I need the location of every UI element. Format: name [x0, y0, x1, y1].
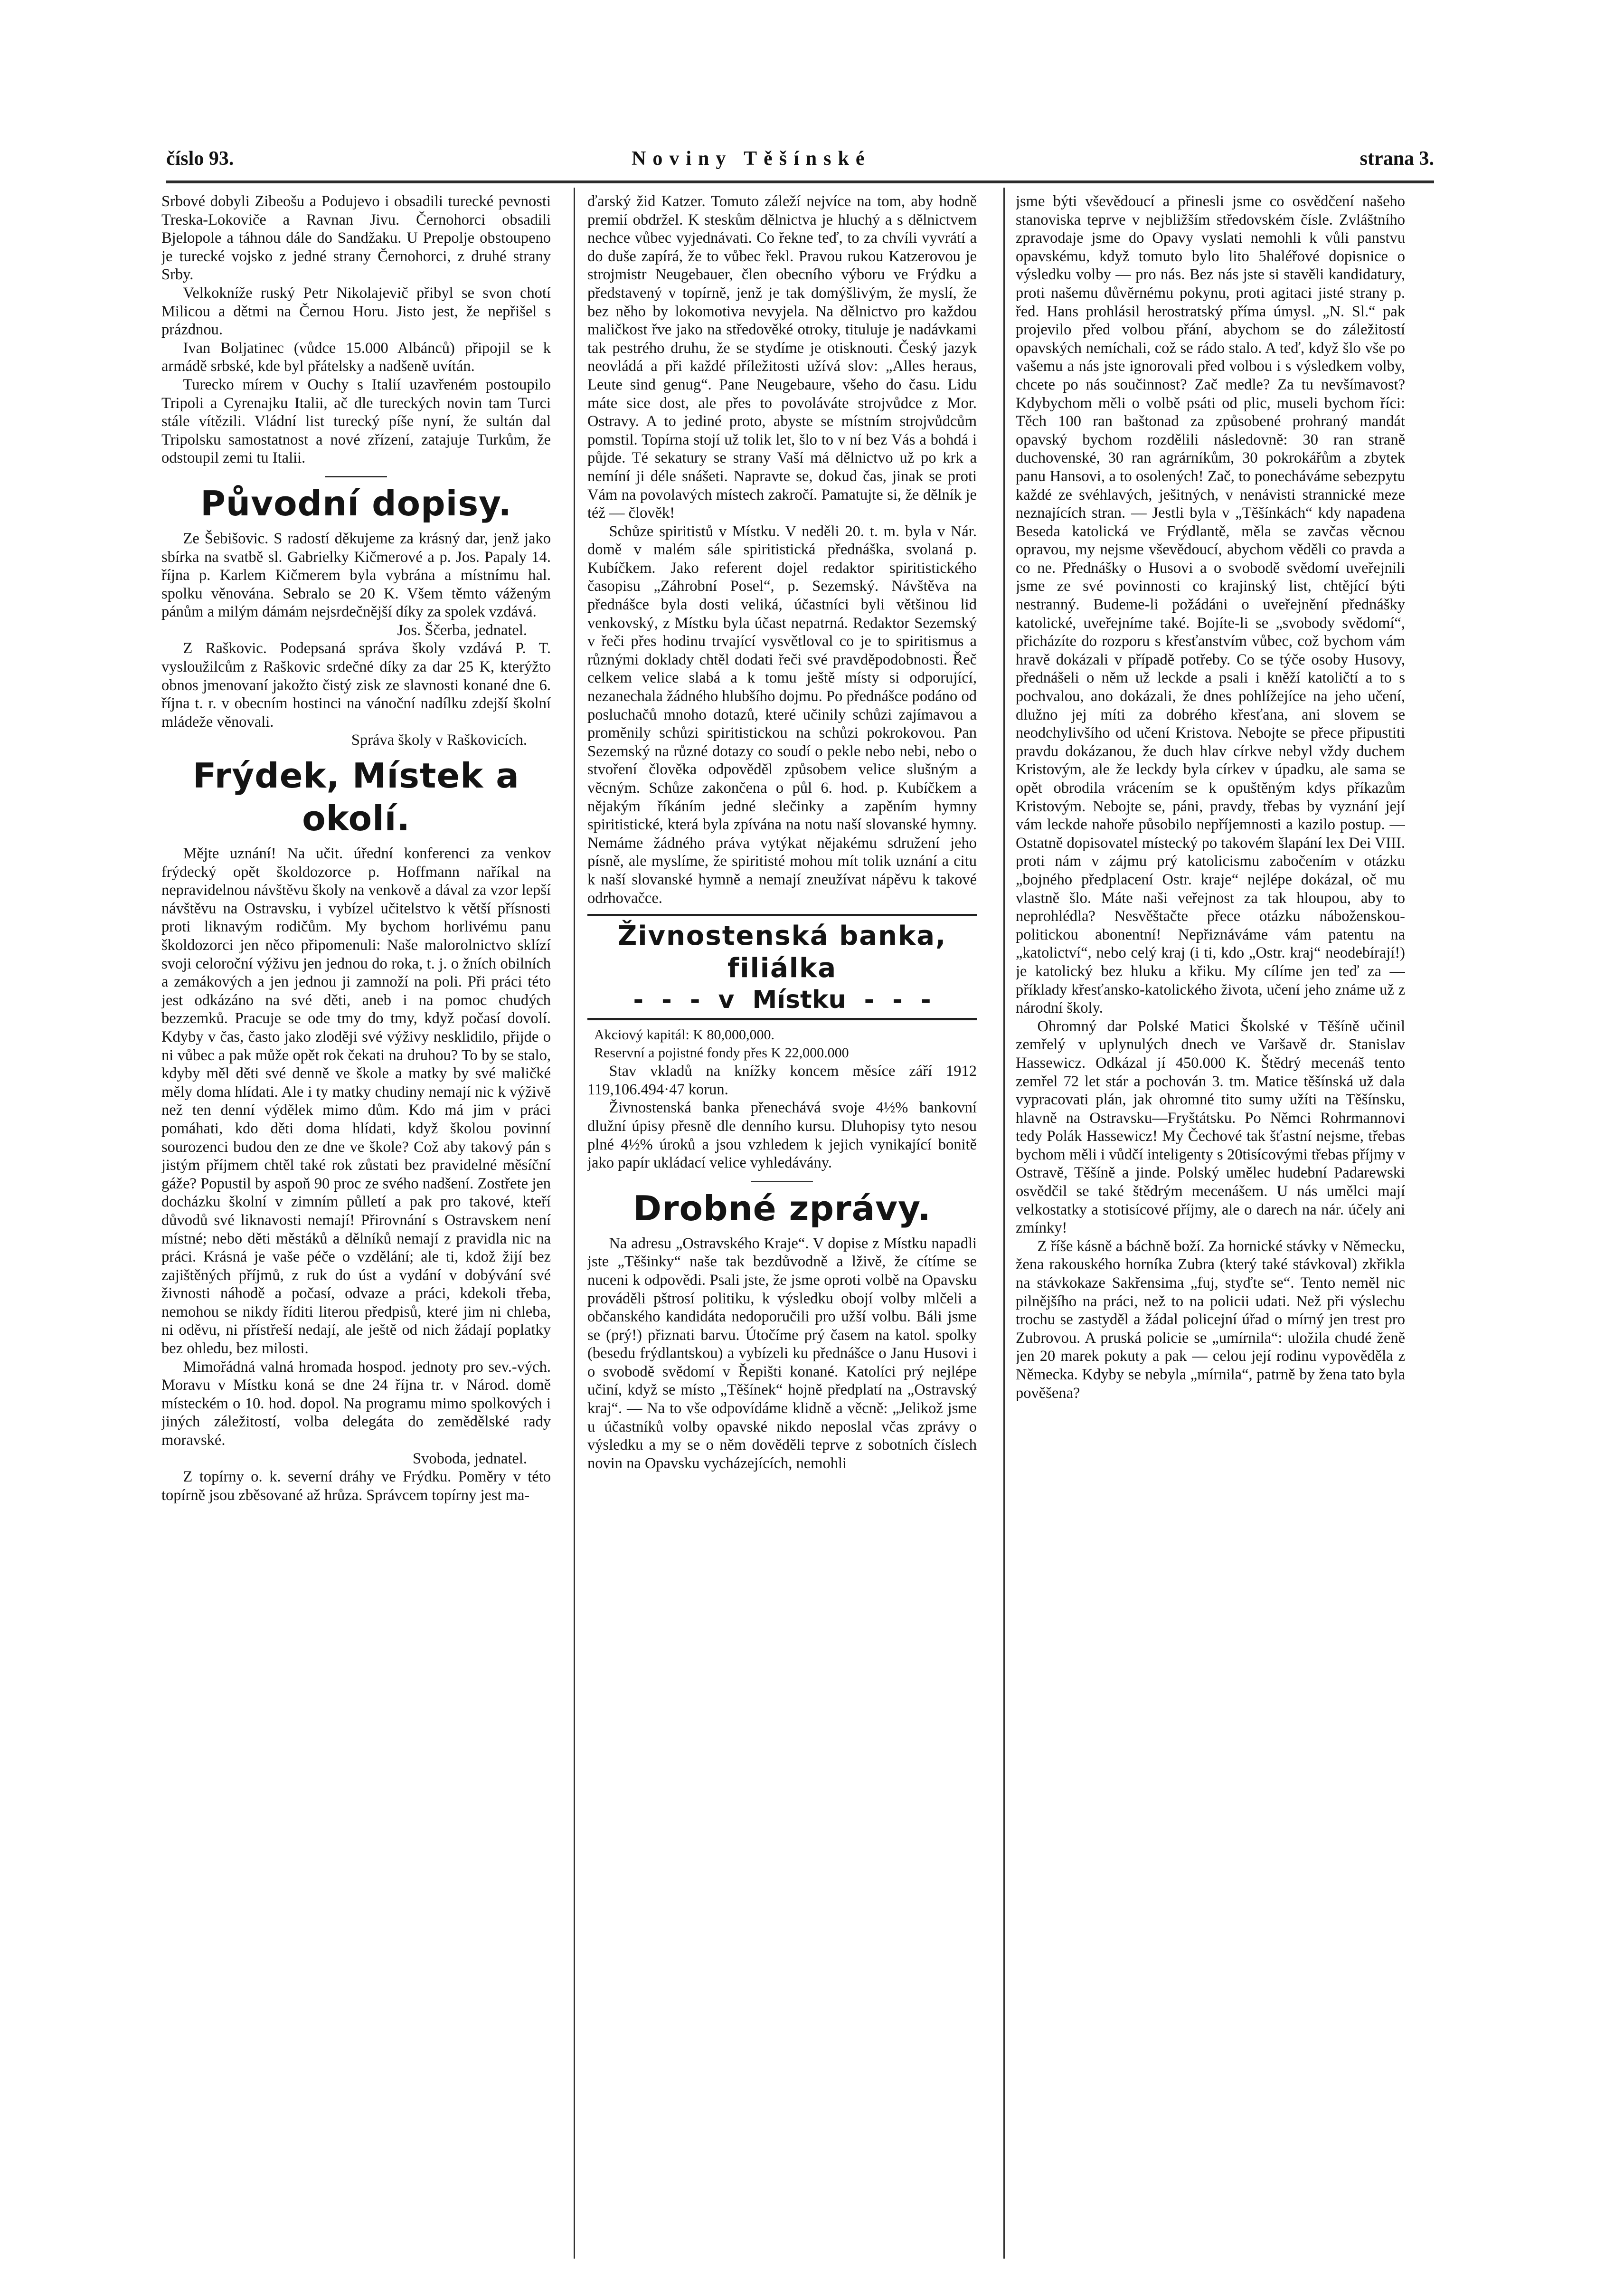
section-heading: Frýdek, Místek a okolí. — [193, 756, 519, 839]
article-paragraph: Velkokníže ruský Petr Nikolajevič přibyl se svon chotí Milicou a dětmi na Černou Horu. Jisto jest, že nepřišel s prázdnou. — [161, 284, 551, 339]
section-rule — [325, 476, 387, 477]
column-3 — [1016, 192, 1405, 2254]
signature: Jos. Ščerba, jednatel. — [397, 621, 527, 639]
bank-branch: - - - v Místku - - - — [633, 986, 931, 1015]
signature: Správa školy v Raškovicích. — [351, 731, 527, 749]
article-paragraph: Mimořádná valná hromada hospod. jednoty pro sev.-vých. Moravu v Místku koná se dne 24 října tr. v Národ. domě místeckém o 10. hod. dopol. Na programu mimo spolkových i jiných záležitostí, volba delegáta do zemědělské rady moravské. — [161, 1358, 551, 1449]
page-number: strana 3. — [1360, 148, 1434, 170]
article-paragraph: Z říše kásně a báchně boží. Za hornické stávky v Německu, žena rakouského horníka Zubra (který také stávkoval) zkřikla na stávkokaze Sakřensima „fuj, styďte se“. Tento neměl nic pilnějšího na práci, než to na policii udati. Než při výslechu trochu se zastyděl a žádal policejní úřad o mírný jen trest pro Zubrovou. A pruská policie se „umírnila“: uložila chudé ženě jen 20 marek pokuty a pak — celou její rodinu vypověděla z Německa. Kdyby se nebyla „mírnila“, patrně by žena tato byla pověšena? — [1016, 1237, 1405, 1402]
article-paragraph: Srbové dobyli Zibeošu a Podujevo i obsadili turecké pevnosti Treska-Lokoviče a Ravnan Jivu. Černohorci obsadili Bjelopole a táhnou dále do Sandžaku. U Prepolje obstoupeno je turecké vojsko z jedné strany Černohorci, z druhé strany Srby. — [161, 193, 551, 284]
column-divider — [574, 188, 575, 2259]
newspaper-title: Noviny Těšínské — [632, 148, 871, 170]
article-paragraph: Ivan Boljatinec (vůdce 15.000 Albánců) připojil se k armádě srbské, kde byl přátelsky a nadšeně uvítán. — [161, 339, 551, 375]
article-paragraph: Ohromný dar Polské Matici Školské v Těšíně učinil zemřelý v uplynulých dnech ve Varšavě dr. Stanislav Hassewicz. Odkázal jí 450.000 K. Štědrý mecenáš tento zemřel 72 let stár a pochován 3. tm. Matice těšínská už dala vypracovati plán, jak ohromné tito sumy užíti na Těšínsku, hlavně na Ostravsku—Fryštátsku. Po Němci Rohrmannovi tedy Polák Hassewicz! My Čechové tak šťastní nejsme, třebas bychom měli i vůdčí inteligenty s 20tisícovými třebas příjmy v Ostravě, Těšíně a jinde. Polský umělec hudební Padarewski osvědčil se také štědrým mecenášem. U nás umělci mají velkostatky a stotisícové příjmy, ale o darech na nár. účely ani zmínky! — [1016, 1017, 1405, 1237]
article-paragraph: Z Raškovic. Podepsaná správa školy vzdává P. T. vysloužilcům z Raškovic srdečné díky za dar 25 K, kterýžto obnos jmenovaní jakožto čistý zisk ze slavnosti konané dne 6. října t. r. v obecním hostinci na vánoční nadílku zdejší školní mládeže věnovali. — [161, 640, 551, 731]
section-heading: Drobné zprávy. — [633, 1188, 931, 1228]
bank-capital: Akciový kapitál: K 80,000,000. — [594, 1027, 774, 1043]
column-2 — [587, 192, 977, 2254]
article-paragraph: ďarský žid Katzer. Tomuto záleží nejvíce na tom, aby hodně premií obdržel. K steskům dělnictva je hluchý a s dělnictvem nechce vůbec vyjednávati. Co řekne teď, to za chvíli vyvrátí a do duše zapírá, že to vůbec řekl. Pravou rukou Katzerovou je strojmistr Neugebauer, člen obecního výboru ve Frýdku a představený v topírně, jenž je tak domýšlivým, že myslí, že bez něho by lokomotiva nevyjela. Na dělnictvo pro každou maličkost řve jako na středověké otroky, tituluje je nadávkami tak pestrého druhu, že se stydíme je otisknouti. Český jazyk neovládá a při každé příležitosti užívá slov: „Alles heraus, Leute sind genug“. Pane Neugebaure, všeho do času. Lidu máte sice dost, ale přes to povoláváte strojvůdce z Mor. Ostravy. A to jediné proto, abyste se místním strojvůdcům pomstil. Topírna stojí už tolik let, šlo to v ní bez Vás a bohdá i půjde. Té sekatury se strany Vaší má dělnictvo už po krk a nemíní ji déle snášeti. Napravte se, dokud čas, jinak se proti Vám na povolavých místech zakročí. Pamatujte si, že dělník je též — člověk! — [587, 193, 977, 522]
bank-reserve: Reservní a pojistné fondy přes K 22,000.000 — [594, 1045, 849, 1061]
bank-title: Živnostenská banka, filiálka — [617, 921, 947, 984]
section-heading: Původní dopisy. — [200, 483, 512, 523]
bank-paragraph: Stav vkladů na knížky koncem měsíce září 1912 119,106.494·47 korun. — [587, 1063, 977, 1098]
bank-advertisement — [587, 914, 977, 1020]
issue-number: číslo 93. — [166, 148, 234, 170]
bank-paragraph: Živnostenská banka přenechává svoje 4½% bankovní dlužní úpisy přesně dle denního kursu. Dluhopisy tyto nesou plné 4½% úroků a jsou vzhledem k jejich vynikající bonitě jako papír ukládací velice vyhledávány. — [587, 1099, 977, 1172]
article-paragraph: Z topírny o. k. severní dráhy ve Frýdku. Poměry v této topírně jsou zběsované až hrůza. Správcem topírny jest ma- — [161, 1468, 551, 1504]
article-paragraph: Ze Šebišovic. S radostí děkujeme za krásný dar, jenž jako sbírka na svatbě sl. Gabrielky Kičmerové a p. Jos. Papaly 14. října p. Karlem Kičmerem byla vybrána a místnímu hal. spolku věnována. Sebralo se 20 K. Všem těmto váženým pánům a milým dámám nejsrdečnější díky za spolek vzdává. — [161, 530, 551, 621]
article-paragraph: Schůze spiritistů v Místku. V neděli 20. t. m. byla v Nár. domě v malém sále spiritistická přednáška, svolaná p. Kubíčkem. Jako referent dojel redaktor spiritistického časopisu „Záhrobní Posel“, p. Sezemský. Návštěva na přednášce byla dosti veliká, účastníci byli většinou lid venkovský, z Místku byla účast nepatrná. Redaktor Sezemský v řeči přes hodinu trvající vysvětloval co je to spiritismus a různými doklady chtěl dodati řeči své pravděpodobnosti. Řeč celkem velice slabá a k tomu ještě místy si odporující, nezanechala žádného hlubšího dojmu. Po přednášce podáno od posluchačů mnoho dotazů, které učinily schůzi zajímavou a proměnily schůzi spiritistickou na schůzi pokrokovou. Pan Sezemský na různé dotazy co soudí o pekle nebo nebi, nebo o stvoření člověka odpověděl způsobem velice slušným a věcným. Schůze zakončena o půl 6. hod. p. Kubíčkem a nějakým říkáním jedné slečinky a zapěním hymny spiritistické, která byla zpívána na notu naší slovanské hymny. Nemáme žádného práva vytýkat nějakému sdružení jeho písně, ale myslíme, že spiritisté mohou mít tolik uznání a citu k naší slovanské hymně a nemají zneužívat nápěvu k takové odrhovačce. — [587, 522, 977, 907]
signature: Svoboda, jednatel. — [413, 1450, 527, 1467]
header-rule — [166, 180, 1434, 183]
article-paragraph: Turecko mírem v Ouchy s Italií uzavřeném postoupilo Tripoli a Cyrenajku Italii, ač dle tureckých novin tam Turci stále vítězili. Vládní list turecký píše nyní, že sultán dal Tripolsku samostatnost a nové zřízení, zatajuje Turkům, že odstoupil zemi tu Italii. — [161, 376, 551, 467]
column-1 — [161, 192, 551, 2254]
article-paragraph: Mějte uznání! Na učit. úřední konferenci za venkov frýdecký opět školdozorce p. Hoffmann naříkal na nepravidelnou návštěvu školy na venkově a dával za vzor lepší návštěvu na Ostravsku, i vybízel učitelstvo k větší přísnosti proti liknavým rodičům. My bychom horlivému panu školdozorci jen něco připomenuli: Naše malorolnictvo sklízí svoji celoroční výživu jen jednou do roka, t. j. o žních obilních a zemákových a jen jednou ji zamnoží na poli. Při práci této jest odkázáno na své děti, aneb i na pomoc chudých bezzemků. Pracuje se ode tmy do tmy, když počasí dovolí. Kdyby v čas, často jako zloději své výživy nesklidilo, přijde o ni vůbec a pak může opět rok čekati na druhou? To by se stalo, kdyby měl děti své denně ve škole a matky by své maličké měly doma hlídati. Ale i ty matky chudiny nemají nic k výživě než ten denní výdělek mimo dům. Kdo má jim v práci pomáhati, kdo děti doma hlídati, když školou povinní sourozenci budou den ze dne ve škole? Což aby takový pán s jistým příjmem chtěl také rok zůstati bez pravidelné měsíční gáže? Popustil by aspoň 90 proc ze svého nadšení. Zostřete jen docházku školní v zimním půlletí a pak pro takové, kteří důvodů své liknavosti nemají! Přirovnání s Ostravskem není místné; nebo děti městáků a dělníků nemají z pravidla nic na práci. Krásná je vaše péče o vzdělání; ale ti, kdož žijí bez zajištěných příjmů, z ruk do úst a vydání v dobývání své živnosti náhodě a počasí, odvaze a práci, kdekoli třeba, nemohou se nikdy říditi literou předpisů, které jim ni chleba, ni oděvu, ni přístřeší nedají, ale ještě od nich žádají poplatky bez ohledu, bez milosti. — [161, 845, 551, 1358]
article-paragraph: jsme býti vševědoucí a přinesli jsme co osvědčení našeho stanoviska teprve v nejbližším středovském čísle. Zvláštního zpravodaje jsme do Opavy vyslati nemohli k vůli panstvu opavskému, když tomuto bylo lito 5haléřové dopisnice o výsledku volby — pro nás. Bez nás jste si stavěli kandidatury, proti našemu důvěrnému pokynu, proti agitaci jisté strany p. řed. Hans prohlásil herostratský příma úmysl. „N. Sl.“ pak projevilo před volbou přání, abychom se do záležitostí opavských nemíchali, což se rádo stalo. A teď, když šlo vše po vašemu a nás jste ignorovali před volbou i s výsledkem volby, chcete po nás součinnost? Zač medle? Za tu nevšímavost? Kdybychom měli o volbě psáti od plic, museli bychom říci: Těch 100 ran baštonad za způsobené prohraný mandát opavský bychom rozdělili následovně: 30 ran straně duchovenské, 30 ran agrárníkům, 30 pokrokářům a zbytek panu Hansovi, a to osolených! Zač, to ponecháváme sebezpytu každé ze svéhlavých, ješitných, v nenávisti strannické meze neznajících stran. — Jestli byla v „Těšínkách“ kdy napadena Beseda katolická ve Frýdlantě, měla se zavčas věcnou opravou, my nejsme vševědoucí, abychom věděli co pravda a co ne. Přednášky o Husovi a o svobodě svědomí uveřejnili jsme ze své povinnosti co krajinský list, chtějící býti nestranný. Budeme-li požádáni o uveřejnění přednášky katolické, uveřejníme také. Bojíte-li se „svobody svědomí“, přicházíte do rozporu s křesťanstvím vůbec, což bychom vám hravě dokázali v případě potřeby. Co se týče osoby Husovy, přednášeli o něm už leckde a psali i kněží katoličtí a to s pochvalou, ano dokázali, že dnes pohlížejíce na jeho učení, dlužno jej míti za dobrého křesťana, ani slovem se neodchylivšího od učení Kristova. Nebojte se přece připustiti pravdu dokázanou, že duch hlav církve nebyl vždy duchem Kristovým, ale že leckdy byla církev v úpadku, ale sama se opět obrodila vrácením se k opuštěným kdys příkazům Kristovým. Nebojte se, páni, pravdy, třebas by vyznání její vám leckde nahoře působilo nepříjemnosti a kazilo postup. — Ostatně dopisovatel místecký po takovém šlapání lex Dei VIII. proti nám v zájmu prý katolicismu zabočením v otázku „bojného předplacení Ostr. kraje“ nejlépe dokázal, oč mu vlastně šlo. Máte naši veřejnost za tak hloupou, aby to neprohlédla? Nesvěštačte přece otázku náboženskou-politickou abonentní! Nepřiznáváme vám patentu na „katolictví“, nebo celý kraj (i ti, kdo „Ostr. kraj“ neodebírají!) je katolický bez hluku a křiku. My cílíme jen teď za — příklady křesťansko-katolického života, učení jeho známe už z národní školy. — [1016, 193, 1405, 1017]
section-rule — [751, 1181, 813, 1182]
page-header — [166, 142, 1434, 176]
article-paragraph: Na adresu „Ostravského Kraje“. V dopise z Místku napadli jste „Těšinky“ naše tak bezdůvodně a lživě, že cítíme se nuceni k odpovědi. Psali jste, že jsme oproti volbě na Opavsku prováděli pštrosí politiku, k výsledku obojí volby mlčeli a občanského kandidáta nedoporučili pro užší volbu. Báli jsme se (prý!) přiznati barvu. Útočíme prý časem na katol. spolky (besedu frýdlantskou) a vybízeli ku přednášce o Janu Husovi i o svobodě svědomí v Řepišti konané. Katolíci prý nejlépe učiní, když se místo „Těšínek“ hojně předplatí na „Ostravský kraj“. — Na to vše odpovídáme klidně a věcně: „Jelikož jsme u účastníků volby opavské nikdo neposlal včas zprávy o výsledku a my se o něm dověděli teprve z sobotních číslech novin na Opavsku vycházejících, nemohli — [587, 1235, 977, 1472]
column-divider — [1003, 188, 1005, 2259]
